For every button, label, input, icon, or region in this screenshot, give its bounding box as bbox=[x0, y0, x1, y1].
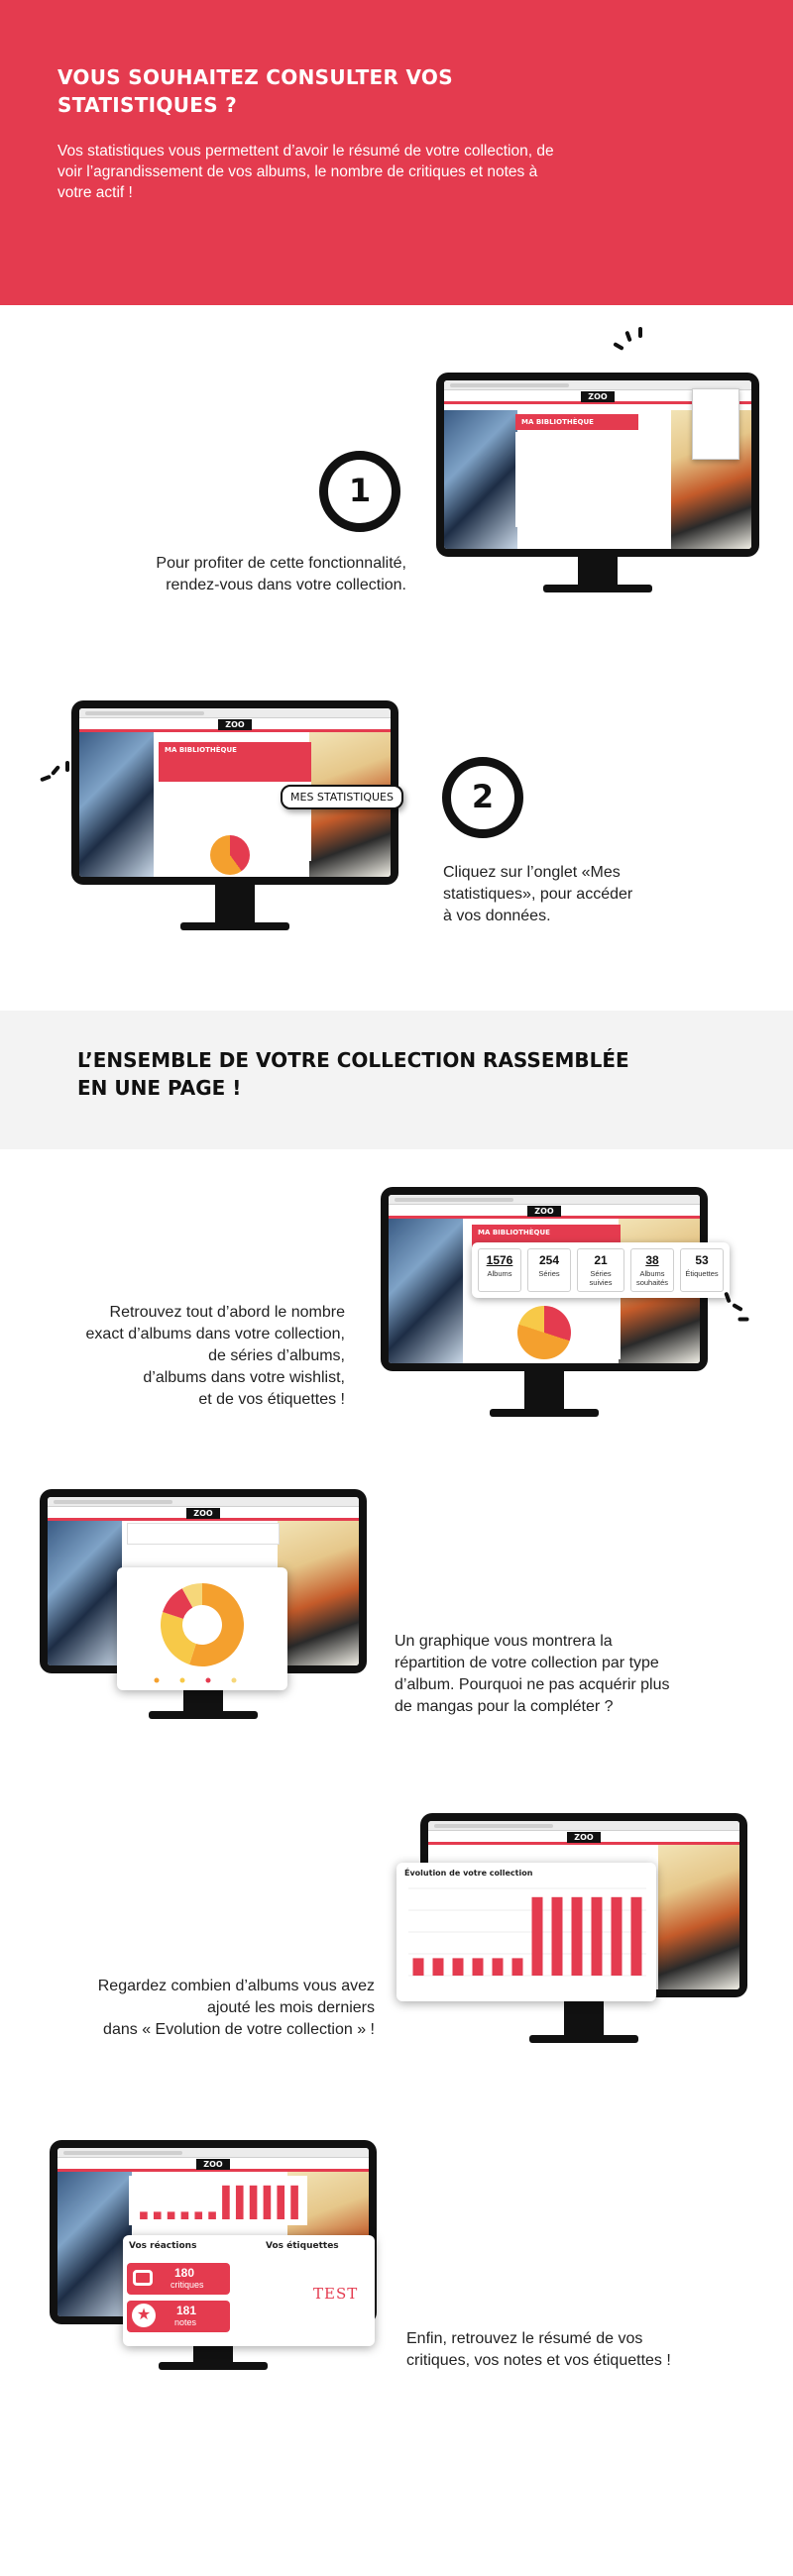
stats-summary-card bbox=[472, 1242, 730, 1298]
browser-bar bbox=[428, 1821, 739, 1831]
bar bbox=[194, 2211, 202, 2219]
site-header bbox=[428, 1831, 739, 1845]
notes-value: 181 bbox=[176, 2304, 197, 2317]
comic-art-left bbox=[389, 1219, 463, 1363]
reactions-title: Vos réactions bbox=[129, 2241, 197, 2251]
site-logo: ZOO bbox=[196, 2159, 230, 2170]
speech-bubble-icon bbox=[133, 2270, 153, 2286]
bar bbox=[493, 1958, 504, 1976]
reactions-caption: Enfin, retrouvez le résumé de vos critiques, vos notes et vos étiquettes ! bbox=[406, 2330, 671, 2369]
donut-caption: Un graphique vous montrera la répartition de votre collection par type d’album. Pourquoi ne pas acquérir plus de mangas pour la compléter ? bbox=[395, 1633, 670, 1715]
labels-title: Vos étiquettes bbox=[266, 2241, 339, 2251]
site-header bbox=[48, 1507, 359, 1521]
comic-art-left bbox=[48, 1521, 122, 1665]
stat-albums[interactable]: 1576 Albums bbox=[478, 1248, 521, 1292]
stats-caption: Retrouvez tout d’abord le nombre exact d’albums dans votre collection, de séries d’albums, d’albums dans votre wishlist, et de vos étiquettes ! bbox=[85, 1304, 345, 1408]
step-1-badge: 1 bbox=[319, 451, 400, 532]
notes-tile[interactable] bbox=[127, 2301, 230, 2332]
bar bbox=[532, 1897, 543, 1976]
stat-etiquettes[interactable]: 53 Étiquettes bbox=[680, 1248, 724, 1292]
bar bbox=[631, 1897, 642, 1976]
bar bbox=[592, 1897, 603, 1976]
monitor-step2 bbox=[71, 700, 398, 934]
comic-art-left bbox=[57, 2172, 132, 2316]
monitor-stats bbox=[381, 1187, 708, 1419]
bar bbox=[140, 2211, 148, 2219]
section-title-line2: EN UNE PAGE ! bbox=[77, 1076, 242, 1100]
bar bbox=[264, 2186, 272, 2219]
bar bbox=[290, 2186, 298, 2219]
site-logo: ZOO bbox=[527, 1206, 561, 1217]
step-1-caption: Pour profiter de cette fonctionnalité, rendez-vous dans votre collection. bbox=[156, 555, 406, 593]
comic-art-right bbox=[658, 1845, 739, 1989]
evolution-caption: Regardez combien d’albums vous avez ajouté les mois derniers dans « Evolution de votre collection » ! bbox=[97, 1978, 375, 2038]
hero-text: Vos statistiques vous permettent d’avoir le résumé de votre collection, de voir l’agrandissement de vos albums, le nombre de critiques et notes à votre actif ! bbox=[57, 143, 554, 201]
star-icon: ★ bbox=[132, 2304, 156, 2327]
bar bbox=[168, 2211, 175, 2219]
site-logo: ZOO bbox=[581, 391, 615, 402]
donut-chart bbox=[117, 1567, 287, 1690]
bar bbox=[433, 1958, 444, 1976]
evolution-chart-card bbox=[396, 1863, 656, 2001]
monitor-step1 bbox=[436, 373, 759, 594]
comic-art-right bbox=[278, 1521, 359, 1665]
bar bbox=[552, 1897, 563, 1976]
donut-chart-card bbox=[117, 1567, 287, 1690]
evolution-title: Évolution de votre collection bbox=[404, 1869, 533, 1878]
comic-art-left bbox=[444, 410, 517, 549]
site-header bbox=[389, 1205, 700, 1219]
bar bbox=[473, 1958, 484, 1976]
site-logo: ZOO bbox=[186, 1508, 220, 1519]
user-dropdown-menu[interactable] bbox=[692, 388, 739, 460]
critiques-value: 180 bbox=[174, 2266, 195, 2280]
bar bbox=[572, 1897, 583, 1976]
stat-series-suivies[interactable]: 21 Séries suivies bbox=[577, 1248, 624, 1292]
bar bbox=[250, 2186, 258, 2219]
bar bbox=[413, 1958, 424, 1976]
browser-bar bbox=[48, 1497, 359, 1507]
collection-panel bbox=[515, 432, 666, 527]
bar bbox=[453, 1958, 464, 1976]
donut-preview bbox=[517, 1306, 571, 1359]
tag-test[interactable]: TEST bbox=[313, 2285, 359, 2303]
bar bbox=[512, 1958, 523, 1976]
section-title-line1: L’ENSEMBLE DE VOTRE COLLECTION RASSEMBLÉE bbox=[77, 1048, 629, 1072]
legend-swatch bbox=[232, 1678, 237, 1683]
critiques-label: critiques bbox=[170, 2280, 204, 2290]
donut-preview bbox=[210, 835, 250, 875]
bar bbox=[154, 2211, 162, 2219]
legend-swatch bbox=[180, 1678, 185, 1683]
mini-bar-panel bbox=[129, 2176, 307, 2225]
bar bbox=[208, 2211, 216, 2219]
notes-label: notes bbox=[174, 2317, 197, 2327]
browser-bar bbox=[389, 1195, 700, 1205]
site-logo: ZOO bbox=[218, 719, 252, 730]
reactions-card bbox=[123, 2235, 375, 2346]
hero-section bbox=[0, 0, 793, 305]
legend-swatch bbox=[206, 1678, 211, 1683]
section-title bbox=[77, 1046, 629, 1102]
mini-bar-chart bbox=[129, 2176, 307, 2225]
site-logo: ZOO bbox=[567, 1832, 601, 1843]
page-banner: MA BIBLIOTHÈQUE bbox=[159, 742, 311, 782]
page-banner: MA BIBLIOTHÈQUE bbox=[515, 414, 638, 430]
bar bbox=[612, 1897, 623, 1976]
bar bbox=[181, 2211, 189, 2219]
screen-step1 bbox=[444, 380, 751, 549]
site-header bbox=[79, 718, 391, 732]
hero-title: VOUS SOUHAITEZ CONSULTER VOS STATISTIQUES ? bbox=[57, 65, 453, 117]
step-2-badge: 2 bbox=[442, 757, 523, 838]
comic-art-left bbox=[79, 732, 154, 877]
section-band bbox=[0, 1011, 793, 1149]
browser-bar bbox=[79, 708, 391, 718]
bar bbox=[277, 2186, 284, 2219]
spark-icon bbox=[724, 1292, 753, 1322]
page-banner: MA BIBLIOTHÈQUE bbox=[472, 1225, 621, 1258]
tab-mes-statistiques[interactable]: MES STATISTIQUES bbox=[281, 785, 403, 809]
bar bbox=[236, 2186, 244, 2219]
bar bbox=[222, 2186, 230, 2219]
step-2-caption: Cliquez sur l’onglet «Mes statistiques», pour accéder à vos données. bbox=[443, 864, 633, 924]
stats-strip bbox=[127, 1523, 280, 1545]
mouse-cursor-icon bbox=[715, 410, 724, 424]
spark-icon bbox=[615, 327, 644, 357]
donut-slice bbox=[161, 1612, 196, 1664]
evolution-bar-chart bbox=[396, 1880, 656, 1999]
stat-albums-souhaites[interactable]: 38 Albums souhaités bbox=[630, 1248, 674, 1292]
browser-bar bbox=[57, 2148, 369, 2158]
legend-swatch bbox=[155, 1678, 160, 1683]
site-header bbox=[57, 2158, 369, 2172]
spark-icon bbox=[40, 757, 73, 787]
stat-series[interactable]: 254 Séries bbox=[527, 1248, 571, 1292]
critiques-tile[interactable] bbox=[127, 2263, 230, 2295]
